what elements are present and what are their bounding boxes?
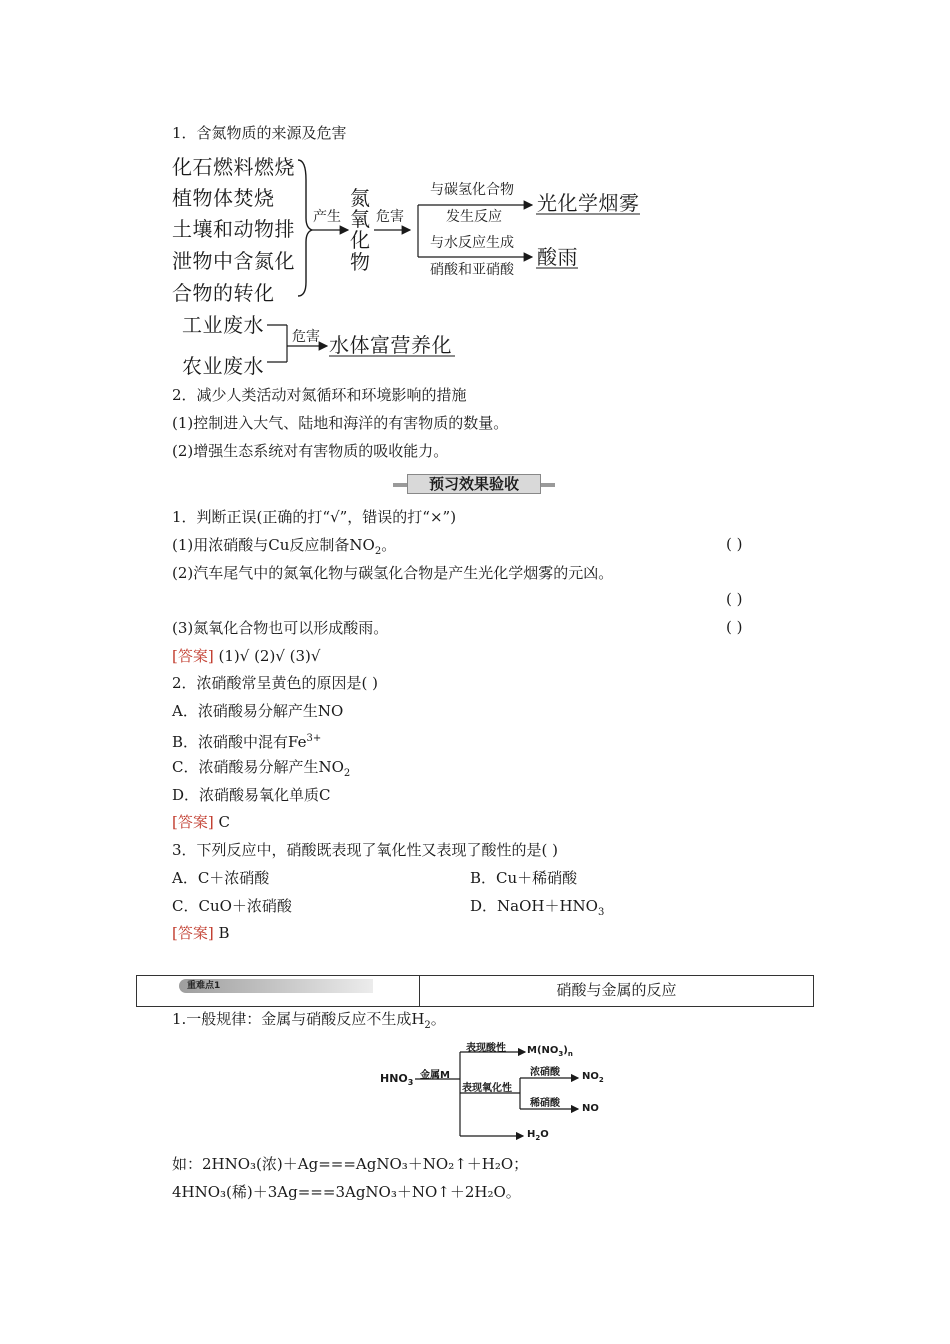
dilute-acid-label: 稀硝酸: [530, 1098, 560, 1109]
no-product: NO: [582, 1103, 599, 1114]
banner-title: 预习效果验收: [407, 474, 541, 494]
section2-heading: 2．减少人类活动对氮循环和环境影响的措施: [172, 386, 467, 404]
source-item: 化石燃料燃烧: [172, 155, 295, 179]
conc-acid-label: 浓硝酸: [530, 1067, 560, 1078]
answer-label: [答案]: [172, 924, 214, 942]
q1-statement-2: (2)汽车尾气中的氮氧化物与碳氢化合物是产生光化学烟雾的元凶。: [172, 564, 614, 582]
answer-blank: ( ): [726, 535, 743, 553]
oxidizing-label: 表现氧化性: [462, 1083, 512, 1094]
result-acid-rain: 酸雨: [537, 245, 578, 269]
q1-answer: [答案] (1)√ (2)√ (3)√: [172, 647, 321, 665]
water-source: 工业废水: [182, 313, 264, 337]
example-equation-2: 4HNO₃(稀)＋3Ag===3AgNO₃＋NO↑＋2H₂O。: [172, 1183, 521, 1201]
section1-heading: 1．含氮物质的来源及危害: [172, 124, 347, 142]
q1-stem: 1．判断正误(正确的打“√”，错误的打“×”): [172, 508, 457, 526]
q3-answer: [答案] B: [172, 924, 230, 942]
path2-top: 与水反应生成: [430, 235, 514, 251]
key-point-title: 硝酸与金属的反应: [556, 981, 677, 999]
nox-char: 物: [350, 250, 371, 274]
q2-option-c: C．浓硝酸易分解产生$NO_2$: [172, 758, 351, 779]
measure-item: (1)控制进入大气、陆地和海洋的有害物质的数量。: [172, 414, 509, 432]
acidity-label: 表现酸性: [466, 1043, 506, 1054]
source-item: 植物体焚烧: [172, 186, 275, 210]
key-point-header: [136, 975, 814, 1007]
path1-bottom: 发生反应: [446, 209, 502, 225]
answer-label: [答案]: [172, 813, 214, 831]
metal-nitrate-product: $M(NO_3)_n$: [527, 1045, 573, 1058]
key-point-tag: 重难点1: [179, 979, 373, 993]
water-source: 农业废水: [182, 354, 264, 378]
q2-option-b: B．浓硝酸中混有$Fe^{3+}$: [172, 733, 322, 751]
q3-option-a: A．C＋浓硝酸: [172, 869, 270, 887]
q3-option-c: C．CuO＋浓硝酸: [172, 897, 292, 915]
q2-option-d: D．浓硝酸易氧化单质C: [172, 786, 331, 804]
q3-option-b: B．Cu＋稀硝酸: [470, 869, 578, 887]
source-item: 合物的转化: [172, 281, 275, 305]
nox-char: 化: [350, 228, 371, 252]
answer-blank: ( ): [726, 618, 743, 636]
nox-char: 氧: [350, 207, 371, 231]
example-equation-1: 如：2HNO₃(浓)＋Ag===AgNO₃＋NO₂↑＋H₂O；: [172, 1155, 529, 1173]
preview-check-banner: [393, 474, 555, 494]
answer-label: [答案]: [172, 647, 214, 665]
result-smog: 光化学烟雾: [537, 191, 640, 215]
source-item: 泄物中含氮化: [172, 249, 295, 273]
produce-label: 产生: [313, 209, 341, 225]
source-item: 土壤和动物排: [172, 217, 295, 241]
metal-label: 金属M: [420, 1070, 450, 1081]
q2-option-a: A．浓硝酸易分解产生NO: [172, 702, 344, 720]
q2-stem: 2．浓硝酸常呈黄色的原因是( ): [172, 674, 379, 692]
q3-option-d: D．$NaOH+HNO_3$: [470, 897, 605, 918]
nox-char: 氮: [350, 186, 371, 210]
water-product: $H_2O$: [527, 1129, 549, 1142]
hno3-label: $HNO_3$: [380, 1072, 414, 1088]
q1-statement-1: (1)用浓硝酸与Cu反应制备$NO_2$。: [172, 536, 397, 557]
q3-stem: 3．下列反应中，硝酸既表现了氧化性又表现了酸性的是( ): [172, 841, 559, 859]
source-diagram-lines: [290, 150, 650, 310]
no2-product: $NO_2$: [582, 1071, 604, 1084]
result-eutrophication: 水体富营养化: [329, 333, 452, 357]
answer-blank: ( ): [726, 590, 743, 608]
measure-item: (2)增强生态系统对有害物质的吸收能力。: [172, 442, 449, 460]
water-harm-label: 危害: [292, 329, 320, 345]
q2-answer: [答案] C: [172, 813, 230, 831]
path2-bottom: 硝酸和亚硝酸: [430, 262, 514, 278]
harm-label: 危害: [376, 209, 404, 225]
path1-top: 与碳氢化合物: [430, 182, 514, 198]
q1-statement-3: (3)氮氧化合物也可以形成酸雨。: [172, 619, 389, 637]
general-rule: 1.一般规律：金属与硝酸反应不生成$H_2$。: [172, 1010, 446, 1031]
